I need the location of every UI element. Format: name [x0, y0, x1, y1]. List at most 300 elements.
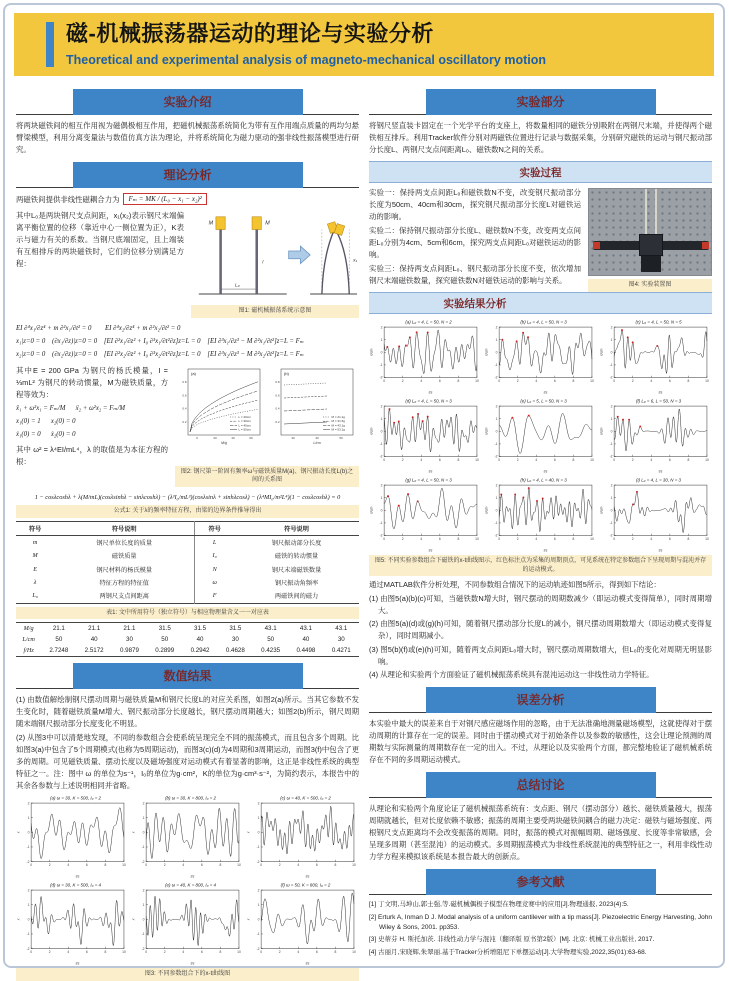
svg-text:2: 2 [257, 801, 260, 806]
svg-text:-2: -2 [256, 946, 260, 951]
svg-text:-2: -2 [494, 375, 498, 380]
svg-text:6: 6 [438, 378, 441, 383]
svg-text:-1: -1 [609, 363, 613, 368]
svg-text:4: 4 [420, 536, 423, 541]
svg-text:-1: -1 [609, 520, 613, 525]
experiment-2-text: 实验二：保持钢尺振动部分长度L、磁铁数N不变，改变两支点间距L₀分别为4cm、5cm和6cm，探究两支点间距L₀对磁铁运动的影响。 [369, 226, 581, 260]
svg-text:-1: -1 [256, 931, 260, 936]
frequency-cell: 21.1 [52, 624, 65, 632]
force-intro-text: 两磁铁间提供非线性磁耦合力为 [16, 194, 120, 204]
svg-text:8: 8 [219, 949, 222, 954]
svg-text:0: 0 [495, 429, 498, 434]
intro-text: 将两块磁铁间的相互作用视为磁偶极相互作用，把磁机械振荡系统简化为带有互作用端点质量的两均匀悬臂梁模型，利用分离变量法与数值仿真方法为理论，并将系统简化为磁力驱动的强非线性振荡模型进行研究。 [16, 121, 359, 155]
force-equation-line [16, 193, 359, 205]
svg-text:6: 6 [85, 949, 88, 954]
svg-text:-1: -1 [609, 442, 613, 447]
fig1-label-x: x₁ [353, 259, 358, 265]
frequency-cell: 43.1 [299, 624, 312, 632]
svg-text:1: 1 [495, 338, 498, 343]
svg-text:0.8: 0.8 [275, 380, 280, 385]
pde-row: x₂|z=0 = 0 (∂x₂/∂z)|z=0 = 0 [EI ∂²x₂/∂z² + I₀ ∂³x₂/∂t²∂z]z=L = 0 [EI ∂³x₂/∂z³ − M ∂²x₂/∂t²]z=L = Fₘ [16, 350, 304, 358]
svg-text:8: 8 [687, 457, 690, 462]
svg-text:2: 2 [48, 862, 51, 867]
fig5-panel [484, 476, 597, 553]
svg-text:8: 8 [334, 862, 337, 867]
svg-text:4: 4 [650, 378, 653, 383]
svg-text:x/cm: x/cm [369, 506, 374, 514]
svg-text:(f) ω = 50, K = 800, I₀ = 2: (f) ω = 50, K = 800, I₀ = 2 [280, 882, 331, 888]
frequency-cell: 0.2899 [155, 646, 175, 654]
symbol-cell: 磁铁的转动惯量 [274, 553, 319, 561]
svg-text:6: 6 [668, 378, 671, 383]
svg-text:0: 0 [142, 830, 145, 835]
svg-text:4: 4 [67, 862, 70, 867]
symbol-cell: 钢尺单位长度的质量 [96, 539, 153, 547]
frequency-row [16, 634, 359, 645]
svg-text:(d) ω = 30, K = 500, I₀ = 4: (d) ω = 30, K = 500, I₀ = 4 [50, 882, 101, 888]
experiment-1-text: 实验一：保持两支点间距L₀和磁铁数N不变，改变钢尺振动部分长度为50cm、40cm和30cm，探究钢尺振动部分长度L对磁铁运动的影响。 [369, 188, 581, 222]
svg-text:4: 4 [297, 862, 300, 867]
pde-row: EI ∂⁴x₁/∂z⁴ + m ∂²x₁/∂t² = 0 EI ∂⁴x₂/∂z⁴ + m ∂²x₂/∂t² = 0 [16, 324, 181, 332]
svg-text:8: 8 [572, 378, 575, 383]
svg-text:1: 1 [142, 902, 145, 907]
svg-text:0: 0 [495, 508, 498, 513]
svg-text:2: 2 [495, 404, 498, 409]
section-theory-header-label: 理论分析 [73, 162, 303, 188]
theory-paragraph: 其中L₀是两块钢尺支点间距，x₁(x₂)表示钢尺末端偏离平衡位置的位移（靠近中心一侧位置为正），K表示与磁力有关的系数。当钢尺底端固定，且上端装有互相排斥的两块磁铁时，它们的位移分别满足方程： [16, 211, 184, 269]
conclusion-item: (2) 由图5(a)(d)或(g)(h)可知，随着钢尺摆动部分长度L的减小，钢尺摆动周期数增大（即运动模式变得复杂），同时周期减小。 [369, 619, 712, 641]
fig1-label-l0: L₀ [234, 283, 240, 289]
svg-text:0: 0 [260, 949, 263, 954]
fig5-plot [599, 397, 712, 474]
svg-text:2: 2 [516, 457, 519, 462]
svg-text:1: 1 [495, 495, 498, 500]
figure2-chart [175, 363, 359, 463]
section-numeric-header [16, 663, 359, 689]
svg-text:8: 8 [572, 536, 575, 541]
svg-text:2: 2 [631, 536, 634, 541]
fig5-plot [484, 476, 597, 553]
frequency-cell: 21.1 [123, 624, 136, 632]
svg-text:0: 0 [613, 536, 616, 541]
fig3-panel [246, 794, 359, 879]
svg-text:10: 10 [705, 536, 709, 541]
fig3-panel [131, 881, 244, 966]
svg-text:x/cm: x/cm [369, 427, 374, 435]
svg-text:-2: -2 [256, 859, 260, 864]
svg-text:L/cm: L/cm [313, 441, 321, 446]
fig5-plot [369, 476, 482, 553]
figure5-caption: 图5: 不同实验参数组合下磁铁的x-t曲线图示，红色标注点为采集的周期顶点，可见系统在特定参数组合下呈现周期与混沌并存的运动模式。 [369, 555, 712, 576]
svg-text:4: 4 [67, 949, 70, 954]
svg-text:1: 1 [610, 495, 613, 500]
svg-text:-2: -2 [141, 859, 145, 864]
svg-text:4: 4 [420, 457, 423, 462]
svg-text:2: 2 [278, 949, 281, 954]
svg-text:-1: -1 [256, 844, 260, 849]
svg-text:0: 0 [498, 536, 501, 541]
poster-title: 磁-机械振荡器运动的理论与实验分析 [66, 21, 434, 46]
symbol-cell: 磁铁质量 [111, 553, 137, 561]
svg-text:-2: -2 [609, 375, 613, 380]
ode-and-fig2 [16, 363, 359, 490]
svg-text:-2: -2 [494, 533, 498, 538]
svg-text:L = 30cm: L = 30cm [238, 419, 251, 424]
svg-text:1: 1 [495, 416, 498, 421]
svg-text:-1: -1 [141, 931, 145, 936]
svg-text:2: 2 [380, 482, 383, 487]
svg-text:0: 0 [610, 508, 613, 513]
svg-text:6: 6 [553, 378, 556, 383]
svg-text:x/cm: x/cm [484, 506, 489, 514]
svg-text:t/s: t/s [658, 390, 663, 395]
fig3-plot [131, 881, 244, 966]
summary-text: 从理论和实验两个角度论证了磁机械振荡系统有：支点距、钢尺（摆动部分）越长、磁铁质量越大，振荡周期就越长，但对长度依赖不敏感；振荡的周期主要受两块磁铁间耦合的磁力决定：磁铁与磁场强度、两根钢尺支点距离均不会改变振荡的周期。同时，振荡的模式对振幅周期、磁场强度、长度等非常敏感，会呈现多周期（甚至混沌）的运动模式。多周期振荡模式为非线性系统混沌的典型特征之一，利用非线性动力学方程来模拟该系统是本报告最大的创新点。 [369, 804, 712, 862]
reference-item: [3] 史蒂芬 H. 斯托加茨. 非线性动力学与混沌（翻译版 原书第2版）[M]. 北京: 机械工业出版社, 2017. [369, 936, 655, 944]
svg-text:10: 10 [122, 862, 126, 867]
figure1 [191, 208, 359, 320]
section-error-header-label: 误差分析 [426, 687, 656, 713]
results-intro: 通过MATLAB软件分析处理，不同参数组合情况下的运动轨迹如图5所示，得到如下结论： [369, 580, 661, 590]
svg-text:-1: -1 [26, 844, 30, 849]
frequency-cell: 50 [267, 635, 275, 643]
svg-text:0.4: 0.4 [275, 406, 280, 411]
svg-text:10: 10 [352, 949, 356, 954]
symbol-row [16, 589, 359, 603]
fig5-panel [369, 318, 482, 395]
svg-text:2: 2 [257, 887, 260, 892]
svg-text:(i) L₀ = 4, L = 30, N = 3: (i) L₀ = 4, L = 30, N = 3 [636, 477, 681, 483]
svg-text:6: 6 [438, 457, 441, 462]
svg-text:-2: -2 [26, 859, 30, 864]
svg-text:40: 40 [231, 436, 235, 441]
section-summary-header [369, 772, 712, 798]
svg-text:-2: -2 [609, 533, 613, 538]
theory-text-and-fig1 [16, 208, 359, 320]
svg-text:1: 1 [257, 902, 260, 907]
left-column [16, 83, 359, 978]
section-intro-header-label: 实验介绍 [73, 89, 303, 115]
svg-text:(f) L₀ = 6, L = 50, N = 3: (f) L₀ = 6, L = 50, N = 3 [635, 398, 682, 404]
apparatus-photo [588, 188, 712, 276]
equation1-caption: 公式1: 关于λ的频率特征方程，由梁的边界条件推导得出 [16, 505, 359, 517]
symbol-cell: m [32, 538, 38, 546]
svg-text:t/s: t/s [658, 469, 663, 474]
svg-text:M = 31.5g: M = 31.5g [331, 419, 345, 424]
svg-text:20: 20 [213, 436, 217, 441]
ode-row: ẍ₁ + ω²x₁ = Fₘ/M ẍ₂ + ω²x₂ = Fₘ/M [16, 405, 126, 413]
symbol-table-header: 符号说明 [234, 521, 359, 535]
fig5-panel [599, 318, 712, 395]
symbol-cell: λ [33, 578, 37, 586]
symbol-row [16, 535, 359, 549]
svg-text:-2: -2 [494, 454, 498, 459]
svg-text:0.8: 0.8 [182, 380, 187, 385]
frequency-cell: 40 [302, 635, 310, 643]
svg-text:6: 6 [553, 457, 556, 462]
svg-text:6: 6 [200, 949, 203, 954]
svg-text:0: 0 [260, 862, 263, 867]
fig5-plot [484, 318, 597, 395]
svg-text:0.2: 0.2 [275, 419, 280, 424]
svg-text:2: 2 [401, 536, 404, 541]
svg-text:0.2: 0.2 [182, 419, 187, 424]
symbol-row [16, 562, 359, 575]
ode-intro: 其中E = 200 GPa 为钢尺的杨氏模量，I = ⅓mL² 为钢尺的转动惯量，M为磁铁质量，方程等效为： [16, 366, 168, 400]
fig5-plot [369, 397, 482, 474]
svg-text:2: 2 [380, 404, 383, 409]
photo-ruler-left [645, 189, 647, 237]
svg-text:x/cm: x/cm [369, 348, 374, 357]
svg-text:L = 20cm: L = 20cm [238, 415, 251, 420]
svg-text:10: 10 [237, 862, 241, 867]
symbol-cell: N [195, 562, 234, 575]
section-theory-header [16, 162, 359, 188]
svg-text:M/g: M/g [221, 441, 227, 446]
conclusion-item: (4) 从理论和实验两个方面验证了磁机械振荡系统具有混沌运动这一非线性动力学特征。 [369, 670, 654, 680]
fig3-plot [246, 881, 359, 966]
frequency-table [16, 622, 359, 657]
svg-text:10: 10 [475, 536, 479, 541]
svg-text:10: 10 [475, 378, 479, 383]
svg-text:2: 2 [610, 404, 613, 409]
fig5-panel [484, 318, 597, 395]
svg-text:t/s: t/s [305, 961, 310, 966]
svg-text:-2: -2 [609, 454, 613, 459]
svg-text:x: x [16, 831, 21, 834]
svg-text:t/s: t/s [543, 390, 548, 395]
experiment-3-text: 实验三：保持两支点间距L₀、钢尺振动部分长度不变，依次增加钢尺末端磁铁数量，探究磁铁数N对磁铁运动的影响与关系。 [369, 264, 581, 286]
svg-text:60: 60 [249, 436, 253, 441]
svg-text:1: 1 [27, 902, 30, 907]
symbol-cell: I₀ [195, 549, 234, 562]
frequency-cell: 40 [196, 635, 204, 643]
svg-text:8: 8 [104, 862, 107, 867]
symbol-cell: F [195, 589, 234, 603]
svg-text:4: 4 [650, 536, 653, 541]
fig5-plot [369, 318, 482, 395]
svg-text:8: 8 [457, 457, 460, 462]
frequency-cell: 2.7248 [49, 646, 69, 654]
svg-text:-2: -2 [26, 946, 30, 951]
svg-text:(a) ω = 30, K = 500, I₀ = 2: (a) ω = 30, K = 500, I₀ = 2 [50, 795, 101, 801]
svg-text:0: 0 [380, 429, 383, 434]
svg-text:4: 4 [535, 457, 538, 462]
svg-text:4: 4 [420, 378, 423, 383]
svg-text:(a): (a) [191, 371, 196, 377]
frequency-row-label: f/Hz [23, 646, 34, 654]
svg-text:M = 53.1g: M = 53.1g [331, 427, 345, 432]
section-references-header [369, 869, 712, 895]
svg-text:t/s: t/s [190, 874, 195, 879]
right-column [369, 83, 712, 964]
svg-text:t/s: t/s [543, 548, 548, 553]
svg-text:2: 2 [495, 482, 498, 487]
section-experiment-header-label: 实验部分 [426, 89, 656, 115]
svg-text:0: 0 [257, 917, 260, 922]
svg-text:10: 10 [705, 378, 709, 383]
svg-text:0: 0 [380, 508, 383, 513]
svg-text:2: 2 [401, 378, 404, 383]
svg-text:-1: -1 [379, 442, 383, 447]
symbol-cell: M [32, 552, 38, 560]
frequency-cell: 31.5 [229, 624, 242, 632]
svg-text:L = 50cm: L = 50cm [238, 427, 251, 432]
fig1-label-l: l [262, 261, 264, 267]
svg-text:M = 43.1g: M = 43.1g [331, 423, 345, 428]
svg-text:x/cm: x/cm [484, 348, 489, 357]
svg-text:t/s: t/s [75, 874, 80, 879]
svg-text:-1: -1 [141, 844, 145, 849]
figure1-diagram [191, 208, 359, 302]
svg-text:8: 8 [457, 378, 460, 383]
svg-text:-2: -2 [379, 454, 383, 459]
svg-text:6: 6 [200, 862, 203, 867]
svg-text:2: 2 [142, 801, 145, 806]
svg-text:2: 2 [142, 887, 145, 892]
svg-text:8: 8 [572, 457, 575, 462]
svg-text:(c) ω = 40, K = 500, I₀ = 2: (c) ω = 40, K = 500, I₀ = 2 [280, 795, 331, 801]
svg-text:-1: -1 [379, 520, 383, 525]
svg-text:6: 6 [315, 862, 318, 867]
frequency-cell: 31.5 [158, 624, 171, 632]
fig5-plot [599, 476, 712, 553]
svg-text:8: 8 [104, 949, 107, 954]
svg-text:0: 0 [196, 436, 198, 441]
svg-text:4: 4 [182, 862, 185, 867]
symbol-cell: 特征方程的特征值 [99, 579, 149, 587]
frequency-cell: 50 [161, 635, 169, 643]
svg-text:10: 10 [475, 457, 479, 462]
section-summary-header-label: 总结讨论 [426, 772, 656, 798]
svg-text:0: 0 [142, 917, 145, 922]
svg-text:2: 2 [610, 325, 613, 330]
svg-text:8: 8 [687, 378, 690, 383]
title-accent-bar [46, 22, 54, 67]
svg-text:-1: -1 [494, 442, 498, 447]
frequency-cell: 0.4271 [331, 646, 351, 654]
svg-text:(e) ω = 40, K = 800, I₀ = 4: (e) ω = 40, K = 800, I₀ = 4 [165, 882, 216, 888]
svg-text:2: 2 [401, 457, 404, 462]
svg-text:2: 2 [516, 378, 519, 383]
photo-clamp-center [639, 234, 663, 256]
poster-header [14, 13, 714, 76]
svg-text:1: 1 [380, 495, 383, 500]
svg-text:2: 2 [380, 325, 383, 330]
poster-frame [3, 3, 725, 978]
fig1-label-m-left: M [208, 220, 214, 227]
symbol-cell: 钢尺振动角频率 [274, 579, 319, 587]
svg-text:1: 1 [27, 815, 30, 820]
svg-text:0: 0 [383, 536, 386, 541]
section-intro-header [16, 89, 359, 115]
svg-text:0.6: 0.6 [275, 393, 280, 398]
svg-text:2: 2 [516, 536, 519, 541]
svg-text:t/s: t/s [428, 548, 433, 553]
svg-text:2: 2 [163, 949, 166, 954]
poster-subtitle: Theoretical and experimental analysis of magneto-mechanical oscillatory motion [66, 53, 546, 68]
svg-text:2: 2 [278, 862, 281, 867]
svg-text:(b) L₀ = 4, L = 50, N = 3: (b) L₀ = 4, L = 50, N = 3 [520, 319, 567, 325]
svg-text:6: 6 [315, 949, 318, 954]
symbol-cell: 钢尺材料的杨氏模量 [96, 566, 153, 574]
svg-text:10: 10 [590, 457, 594, 462]
experiment-text: 将钢尺竖直装卡固定在一个光学平台的支座上，将数量相同的磁铁分别吸附在两钢尺末端，并使得两个磁铁相互排斥。利用Tracker软件分别对两磁铁位置进行记录与数据采集，分别研究磁铁的运动与钢尺振动部分长度L、两钢尺支点间距离L₀、磁铁数N之间的关系。 [369, 121, 712, 155]
svg-text:2: 2 [163, 862, 166, 867]
reference-item: [2] Erturk A, Inman D J. Modal analysis of a uniform cantilever with a tip mass[J]. Piezoelectric Energy Harvesting, John Wiley & Sons, 2001. pp353. [369, 913, 712, 932]
svg-text:1: 1 [257, 815, 260, 820]
svg-text:L = 40cm: L = 40cm [238, 423, 251, 428]
svg-text:(d) L₀ = 4, L = 50, N = 3: (d) L₀ = 4, L = 50, N = 3 [405, 398, 452, 404]
svg-text:4: 4 [297, 949, 300, 954]
svg-text:2: 2 [48, 949, 51, 954]
svg-text:0: 0 [145, 949, 148, 954]
photo-ruler-right [655, 189, 657, 237]
symbol-cell: 两磁铁间的磁力 [274, 593, 319, 601]
svg-text:x/cm: x/cm [599, 506, 604, 514]
svg-text:8: 8 [457, 536, 460, 541]
svg-text:2: 2 [631, 378, 634, 383]
reference-list [369, 900, 712, 958]
figure4-caption: 图4: 实验装置图 [588, 279, 712, 291]
pde-row: x₁|z=0 = 0 (∂x₁/∂z)|z=0 = 0 [EI ∂²x₁/∂z² + I₀ ∂³x₁/∂t²∂z]z=L = 0 [EI ∂³x₁/∂z³ − M ∂²x₁/∂t²]z=L = Fₘ [16, 337, 304, 345]
svg-text:10: 10 [705, 457, 709, 462]
symbol-cell: 钢尺振动部分长度 [271, 539, 322, 547]
svg-text:1: 1 [380, 416, 383, 421]
svg-text:10: 10 [590, 536, 594, 541]
symbol-table-header: 符号说明 [54, 521, 194, 535]
figure1-caption: 图1: 磁机械振荡系统示意图 [191, 305, 359, 317]
ode-row: ẋ₁(0) = 0 ẋ₂(0) = 0 [16, 431, 76, 439]
svg-text:t/s: t/s [428, 390, 433, 395]
ode-row: x₁(0) = 1 x₂(0) = 0 [16, 418, 76, 426]
svg-text:x/cm: x/cm [484, 427, 489, 435]
fig1-label-m-right: M [265, 220, 270, 227]
symbol-cell: 钢尺末端磁铁数量 [271, 566, 322, 574]
fig3-plot [131, 794, 244, 879]
svg-text:x/cm: x/cm [599, 348, 604, 357]
svg-text:2: 2 [610, 482, 613, 487]
figure3-grid [16, 794, 359, 966]
svg-text:4: 4 [182, 949, 185, 954]
subsection-process-header: 实验过程 [369, 161, 712, 183]
ode-block [16, 363, 168, 469]
svg-text:1: 1 [380, 338, 383, 343]
svg-text:0: 0 [383, 378, 386, 383]
conclusion-item: (3) 图5(b)(f)或(e)(h)可知，随着两支点间距L₀增大时，钢尺摆动周期数增大，但L₀的变化对周期无明显影响。 [369, 644, 712, 666]
svg-text:0: 0 [495, 350, 498, 355]
svg-text:1: 1 [142, 815, 145, 820]
fig3-panel [16, 881, 129, 966]
svg-text:(c) L₀ = 4, L = 50, N = 5: (c) L₀ = 4, L = 50, N = 5 [635, 319, 682, 325]
svg-text:0: 0 [30, 862, 33, 867]
svg-text:0.4: 0.4 [182, 406, 187, 411]
svg-text:30: 30 [291, 436, 295, 441]
svg-text:x: x [131, 918, 136, 920]
figure2-caption: 图2: 钢尺第一阶固有频率ω与磁铁质量M(a)、钢尺振动长度L(b)之间的关系图 [175, 466, 359, 487]
svg-text:0: 0 [498, 378, 501, 383]
frequency-cell: 43.1 [264, 624, 277, 632]
fig5-panel [369, 397, 482, 474]
symbol-cell: E [33, 565, 37, 573]
svg-text:t/s: t/s [190, 961, 195, 966]
frequency-row [16, 645, 359, 657]
svg-text:-1: -1 [379, 363, 383, 368]
transform-arrow-icon [289, 246, 310, 264]
svg-text:0: 0 [257, 830, 260, 835]
fig5-panel [369, 476, 482, 553]
frequency-cell: 0.4498 [296, 646, 316, 654]
